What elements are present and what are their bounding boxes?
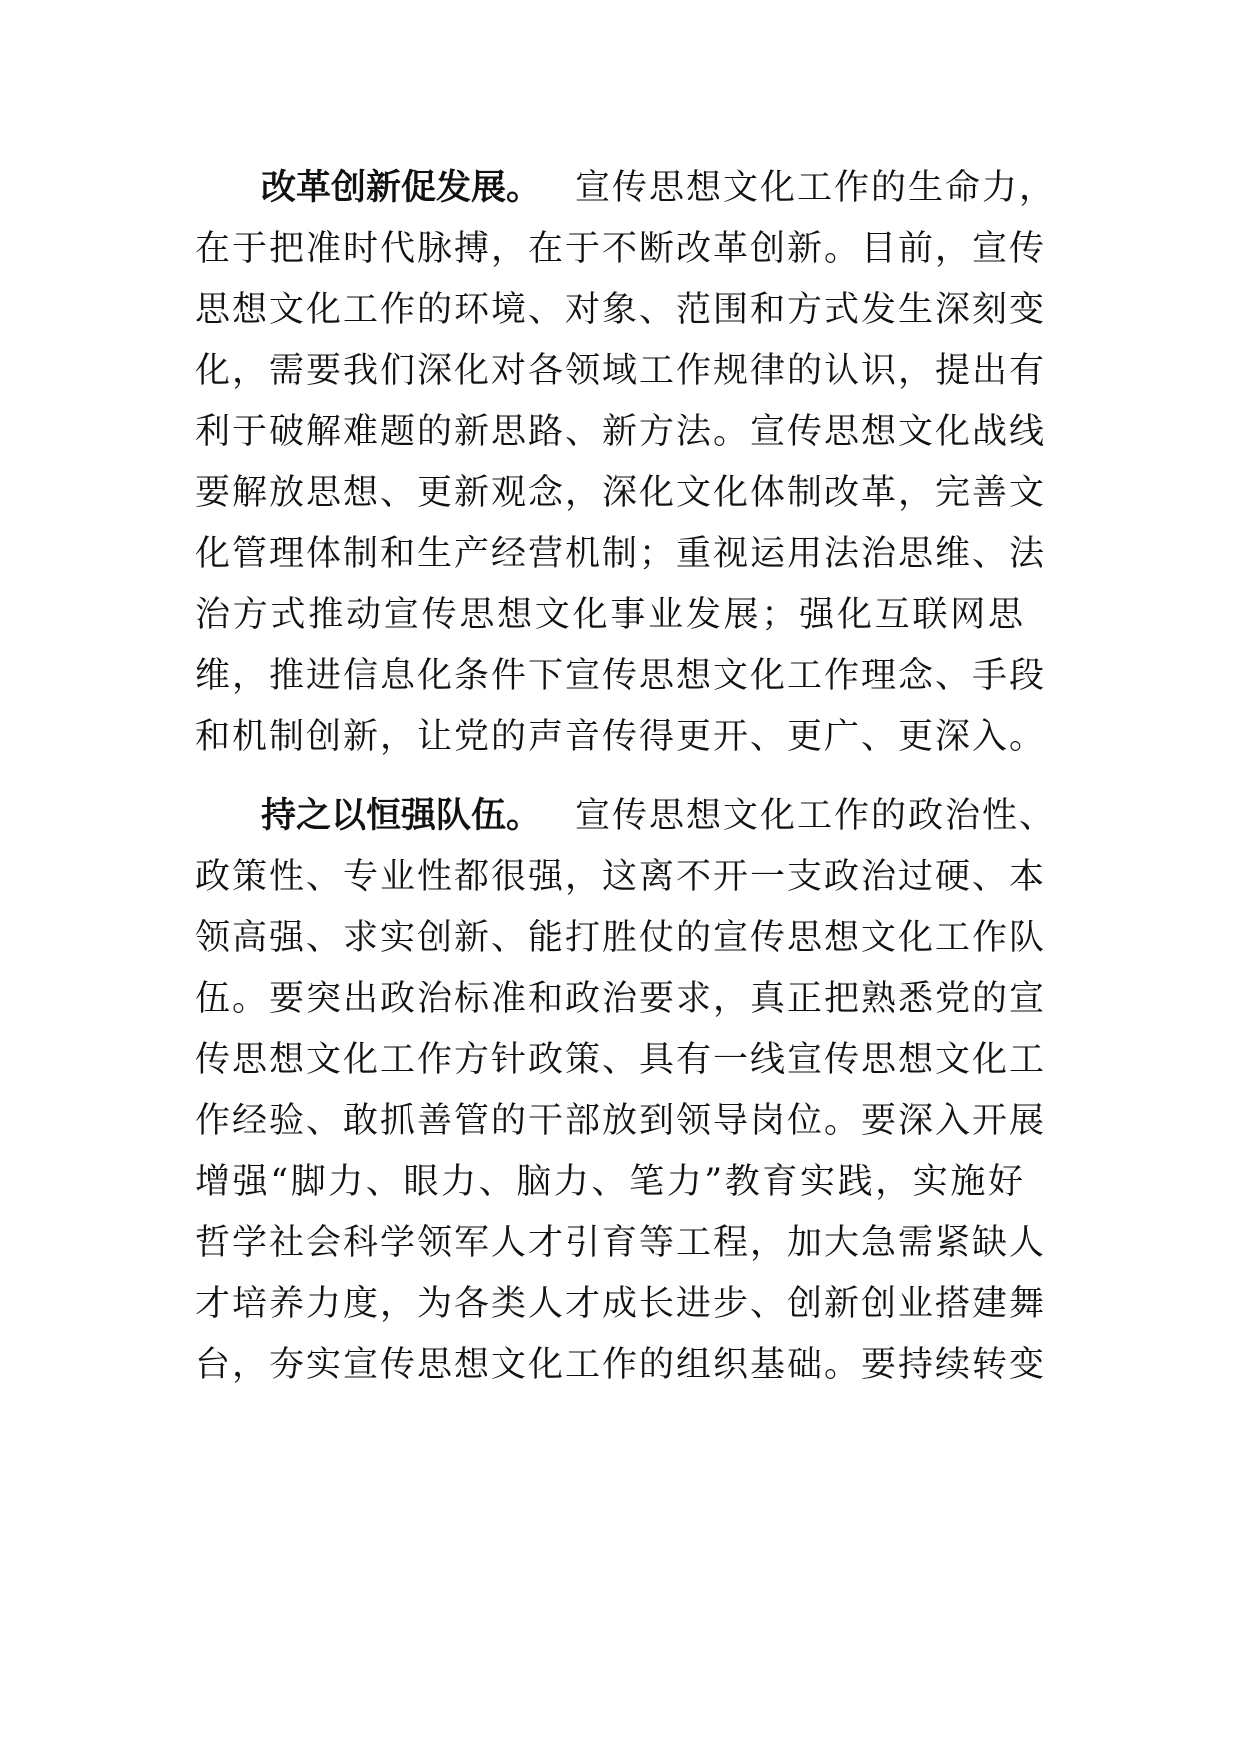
paragraph-line: 伍。要突出政治标准和政治要求，真正把熟悉党的宣 <box>195 979 1047 1019</box>
paragraph-line: 利于破解难题的新思路、新方法。宣传思想文化战线 <box>195 412 1047 452</box>
paragraph-line: 台，夯实宣传思想文化工作的组织基础。要持续转变 <box>195 1345 1047 1385</box>
paragraph-line: 领高强、求实创新、能打胜仗的宣传思想文化工作队 <box>195 918 1047 958</box>
paragraph-line: 哲学社会科学领军人才引育等工程，加大急需紧缺人 <box>195 1223 1047 1263</box>
paragraph-team-building <box>195 786 1057 1396</box>
paragraph-line: 要解放思想、更新观念，深化文化体制改革，完善文 <box>195 473 1047 513</box>
paragraph-line: 思想文化工作的环境、对象、范围和方式发生深刻变 <box>195 290 1047 330</box>
line-text: 宣传思想文化工作的政治性、 <box>575 796 1057 836</box>
paragraph-line <box>195 158 1057 219</box>
paragraph-line: 增强“脚力、眼力、脑力、笔力”教育实践，实施好 <box>195 1162 1025 1202</box>
paragraph-heading: 改革创新促发展。 <box>261 168 542 208</box>
paragraph-line: 在于把准时代脉搏，在于不断改革创新。目前，宣传 <box>195 229 1047 269</box>
paragraph-heading: 持之以恒强队伍。 <box>261 796 542 836</box>
paragraph-line: 和机制创新，让党的声音传得更开、更广、更深入。 <box>195 717 1047 757</box>
paragraph-line: 维，推进信息化条件下宣传思想文化工作理念、手段 <box>195 656 1047 696</box>
paragraph-line: 传思想文化工作方针政策、具有一线宣传思想文化工 <box>195 1040 1047 1080</box>
paragraph-reform-innovation <box>195 158 1057 768</box>
line-text: 宣传思想文化工作的生命力， <box>575 168 1057 208</box>
paragraph-line: 政策性、专业性都很强，这离不开一支政治过硬、本 <box>195 857 1047 897</box>
paragraph-line: 化管理体制和生产经营机制；重视运用法治思维、法 <box>195 534 1047 574</box>
paragraph-line: 作经验、敢抓善管的干部放到领导岗位。要深入开展 <box>195 1101 1047 1141</box>
paragraph-line: 才培养力度，为各类人才成长进步、创新创业搭建舞 <box>195 1284 1047 1324</box>
paragraph-line: 化，需要我们深化对各领域工作规律的认识，提出有 <box>195 351 1047 391</box>
paragraph-line: 治方式推动宣传思想文化事业发展；强化互联网思 <box>195 595 1025 635</box>
paragraph-line <box>195 786 1057 847</box>
